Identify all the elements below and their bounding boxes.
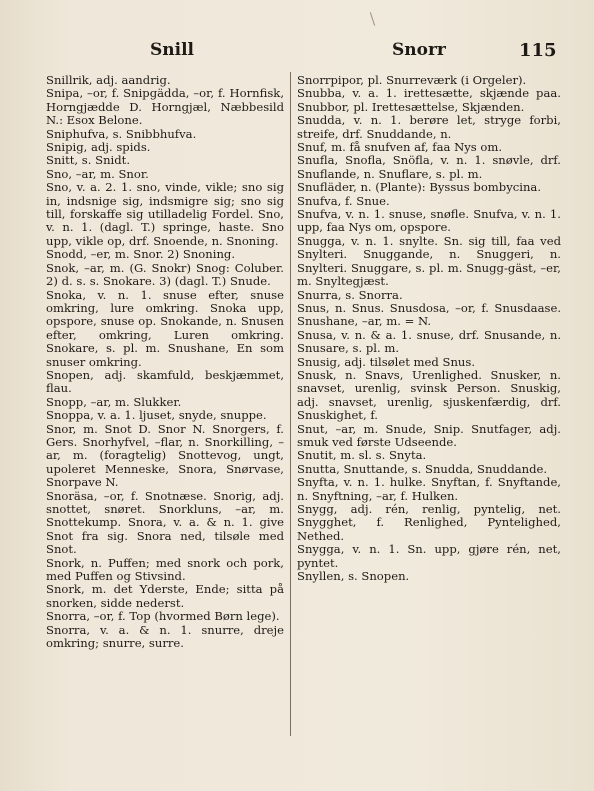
dictionary-entry: Snufva, f. Snue. xyxy=(297,193,390,208)
dictionary-entry: Snork, m. det Yderste, Ende; sitta på snorken, sidde nederst. xyxy=(46,582,284,610)
dictionary-entry: Snusk, n. Snavs, Urenlighed. Snusker, n. snavset, urenlig, svinsk Person. Snuskig, adj. snavset, urenlig, sjuskenfærdig, drf. Snuskighet, f. xyxy=(297,367,561,423)
dictionary-entry: Snok, –ar, m. (G. Snokr) Snog: Coluber. 2) d. s. s. Snokare. 3) (dagl. T.) Snude. xyxy=(46,260,284,289)
dictionary-entry: Snubba, v. a. 1. irettesætte, skjænde paa. Snubbor, pl. Irettesættelse, Skjænden. xyxy=(297,86,561,114)
dictionary-entry: Snugga, v. n. 1. snylte. Sn. sig till, faa ved Snylteri. Snuggande, n. Snuggeri, n. Snylteri. Snuggare, s. pl. m. Snugg-gäst, –er, m. Snyltegjæst. xyxy=(297,233,561,289)
dictionary-entry: Snor, m. Snot D. Snor N. Snorgers, f. Gers. Snorhyfvel, –flar, n. Snorkilling, –ar, m. (foragtelig) Snottevog, ungt, upoleret Menneske, Snora, Snørvase, Snorpave N. xyxy=(46,421,284,490)
dictionary-entry: Sno, –ar, m. Snor. xyxy=(46,166,149,181)
dictionary-entry: Snusa, v. n. & a. 1. snuse, drf. Snusande, n. Snusare, s. pl. m. xyxy=(297,327,561,356)
left-guide-word: Snill xyxy=(150,40,195,60)
dictionary-entry: Snodd, –er, m. Snor. 2) Snoning. xyxy=(46,247,236,262)
dictionary-entry: Snygg, adj. rén, renlig, pyntelig, net. Snygghet, f. Renlighed, Pyntelighed, Nethed. xyxy=(297,502,561,543)
dictionary-entry: Snopp, –ar, m. Slukker. xyxy=(46,394,182,409)
dictionary-entry: Snillrik, adj. aandrig. xyxy=(46,73,171,87)
dictionary-entry: Snork, n. Puffen; med snork och pork, med Puffen og Stivsind. xyxy=(46,555,284,584)
left-column xyxy=(46,74,284,650)
dictionary-entry: Snyfta, v. n. 1. hulke. Snyftan, f. Snyftande, n. Snyftning, –ar, f. Hulken. xyxy=(297,475,561,503)
dictionary-entry: Snipa, –or, f. Snipgädda, –or, f. Hornfisk, Horngjædde D. Horngjæl, Næbbesild N.: Esox Belone. xyxy=(46,86,284,128)
right-column xyxy=(297,74,561,583)
dictionary-entry: Snus, n. Snus. Snusdosa, –or, f. Snusdaase. Snushane, –ar, m. = N. xyxy=(297,300,561,329)
dictionary-entry: Snygga, v. n. 1. Sn. upp, gjøre rén, net, pyntet. xyxy=(297,542,561,570)
dictionary-entry: Snut, –ar, m. Snude, Snip. Snutfager, adj. smuk ved første Udseende. xyxy=(297,421,561,449)
dictionary-entry: Snufläder, n. (Plante): Byssus bombycina. xyxy=(297,180,542,195)
dictionary-entry: Snoppa, v. a. 1. ljuset, snyde, snuppe. xyxy=(46,408,267,423)
dictionary-entry: Snoräsa, –or, f. Snotnæse. Snorig, adj. snottet, snøret. Snorkluns, –ar, m. Snottekump. Snora, v. a. & n. 1. give Snot fra sig. Snora ned, tilsøle med Snot. xyxy=(46,488,284,557)
dictionary-entry: Snorra, v. a. & n. 1. snurre, dreje omkring; snurre, surre. xyxy=(46,622,284,651)
dictionary-entry: Snorra, –or, f. Top (hvormed Børn lege). xyxy=(46,609,280,624)
dictionary-entry: Snoka, v. n. 1. snuse efter, snuse omkring, lure omkring. Snoka upp, opspore, snuse op. Snokande, n. Snusen efter, omkring, Luren omkring. Snokare, s. pl. m. Snushane, En som snuser omkring. xyxy=(46,287,284,369)
dictionary-entry: Snopen, adj. skamfuld, beskjæmmet, flau. xyxy=(46,367,284,396)
dictionary-entry: Snusig, adj. tilsølet med Snus. xyxy=(297,354,476,369)
dictionary-entry: Snuf, m. få snufven af, faa Nys om. xyxy=(297,140,503,155)
dictionary-entry: Snurra, s. Snorra. xyxy=(297,287,403,302)
right-guide-word: Snorr xyxy=(392,40,446,60)
dictionary-entry: Snipig, adj. spids. xyxy=(46,140,151,155)
dictionary-entry: Sno, v. a. 2. 1. sno, vinde, vikle; sno sig in, indsnige sig, indsmigre sig; sno sig till, forskaffe sig utilladelig Fordel. Sno, v. n. 1. (dagl. T.) springe, haste. Sno upp, vikle op, drf. Snoende, n. Snoning. xyxy=(46,180,284,248)
dictionary-entry: Sniphufva, s. Snibbhufva. xyxy=(46,126,197,141)
dictionary-entry: Snorrpipor, pl. Snurreværk (i Orgeler). xyxy=(297,73,527,87)
dictionary-entry: Snyllen, s. Snopen. xyxy=(297,569,410,584)
dictionary-entry: Snufla, Snofla, Snöfla, v. n. 1. snøvle, drf. Snuflande, n. Snuflare, s. pl. m. xyxy=(297,153,561,181)
dictionary-entry: Snufva, v. n. 1. snuse, snøfle. Snufva, v. n. 1. upp, faa Nys om, opspore. xyxy=(297,207,561,235)
pencil-mark xyxy=(370,12,375,26)
page-number: 115 xyxy=(519,40,557,61)
dictionary-entry: Snitt, s. Snidt. xyxy=(46,153,131,168)
dictionary-entry: Snutta, Snuttande, s. Snudda, Snuddande. xyxy=(297,461,548,476)
column-divider xyxy=(290,72,291,736)
dictionary-entry: Snudda, v. n. 1. berøre let, stryge forbi, streife, drf. Snuddande, n. xyxy=(297,113,561,141)
dictionary-entry: Snutit, m. sl. s. Snyta. xyxy=(297,448,427,463)
